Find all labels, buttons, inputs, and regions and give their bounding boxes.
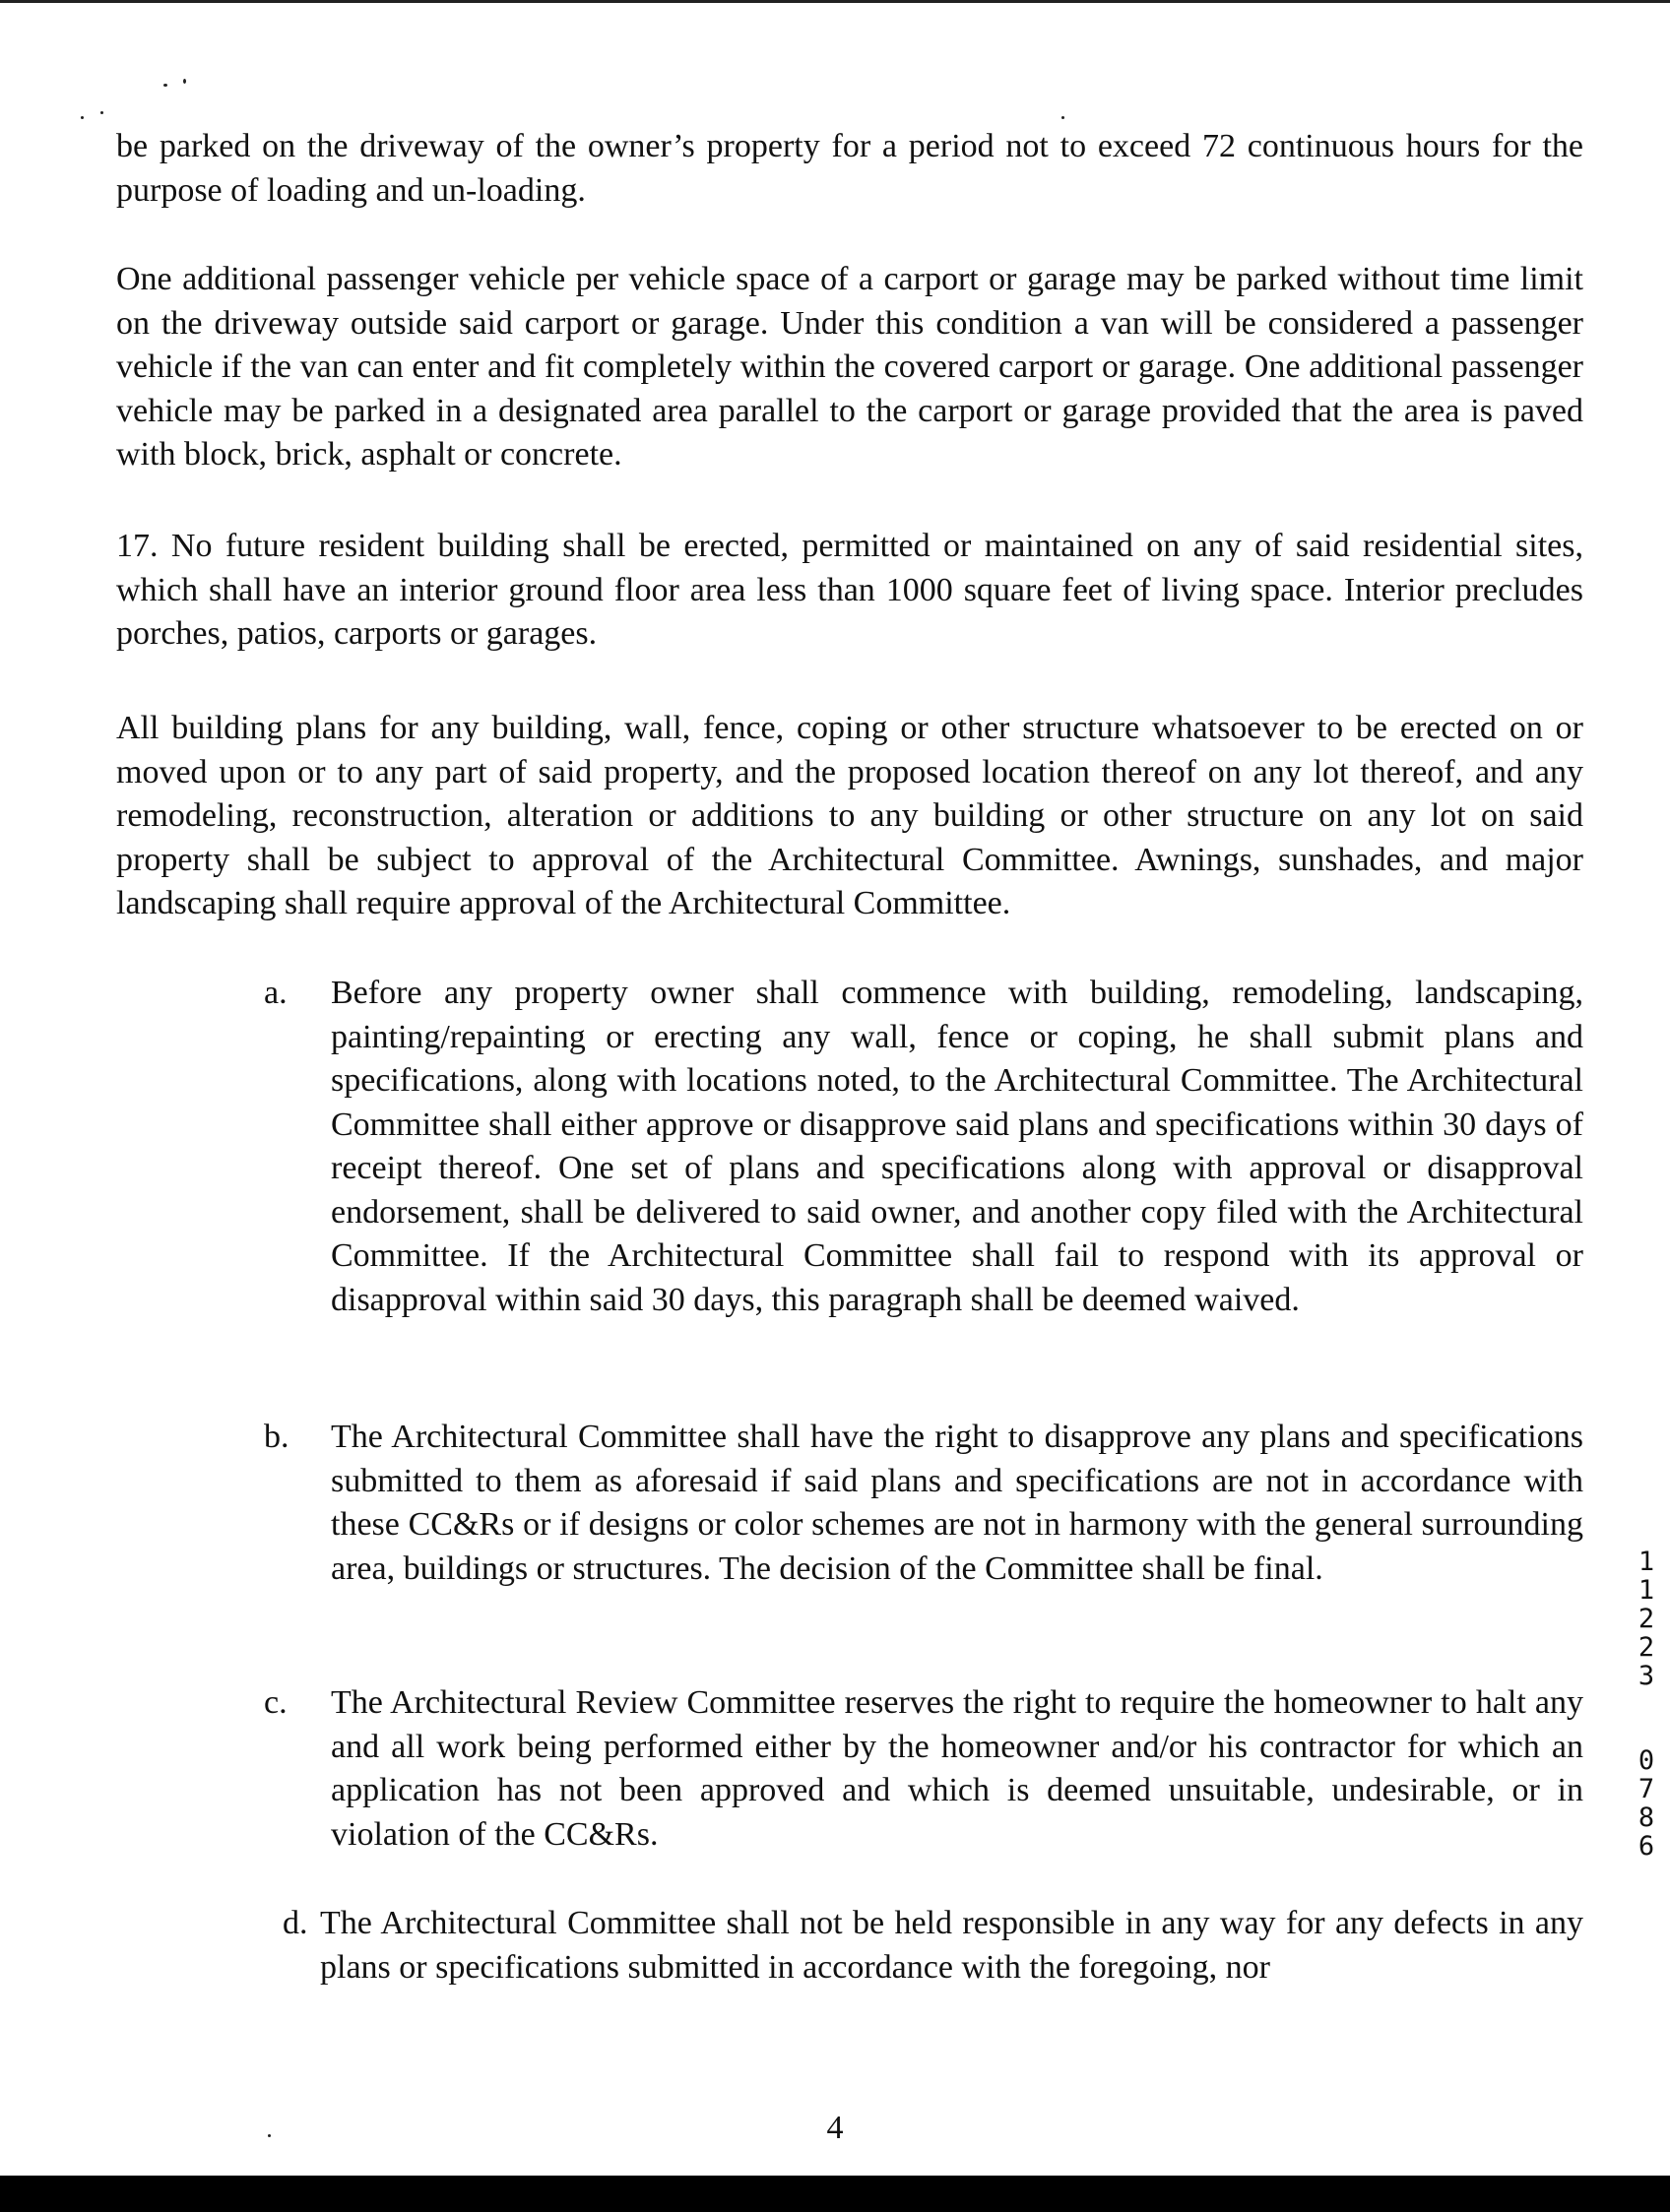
stamp-digit: 6 — [1638, 1831, 1655, 1862]
stamp-digit: 2 — [1638, 1604, 1655, 1634]
paragraph-parking-driveway: be parked on the driveway of the owner’s property for a period not to exceed 72 continuous hours for the purpose of loading and un-loading. — [116, 128, 1583, 209]
stamp-digit: 8 — [1638, 1802, 1655, 1833]
item-d-text: The Architectural Committee shall not be held responsible in any way for any defects in any plans or specifications submitted in accordance with the foregoing, nor — [320, 1905, 1583, 1986]
scan-speck — [268, 2134, 271, 2137]
item-c-text: The Architectural Review Committee reserves the right to require the homeowner to halt any and all work being performed either by the homeowner and/or his contractor for which an application has not been approved and which is deemed unsuitable, undesirable, or in violation of the CC&Rs. — [331, 1684, 1583, 1853]
item-b-text: The Architectural Committee shall have the right to disapprove any plans and specifications submitted to them as aforesaid if said plans and specifications are not in accordance with these CC&Rs or if designs or color schemes are not in harmony with the general surrounding area, buildings or structures. The decision of the Committee shall be final. — [331, 1419, 1583, 1587]
item-b-marker: b. — [264, 1419, 289, 1455]
scan-bottom-edge — [0, 2176, 1670, 2212]
recording-stamp-upper — [1635, 1548, 1658, 1690]
stamp-digit: 7 — [1638, 1774, 1655, 1804]
stamp-digit: 2 — [1638, 1632, 1655, 1663]
scan-speck — [81, 116, 84, 119]
recording-stamp-lower — [1635, 1746, 1658, 1861]
stamp-digit: 3 — [1638, 1661, 1655, 1691]
paragraph-section-17: 17. No future resident building shall be erected, permitted or maintained on any of said residential sites, which shall have an interior ground floor area less than 1000 square feet of living space. Interior precludes porches, patios, carports or garages. — [116, 528, 1583, 652]
item-c-marker: c. — [264, 1684, 288, 1721]
stamp-digit: 1 — [1638, 1547, 1655, 1577]
scan-speck — [100, 111, 103, 114]
paragraph-additional-vehicle: One additional passenger vehicle per vehicle space of a carport or garage may be parked without time limit on the driveway outside said carport or garage. Under this condition a van will be considered a passenger vehicle if the van can enter and fit completely within the covered carport or garage. One additional passenger vehicle may be parked in a designated area parallel to the carport or garage provided that the area is paved with block, brick, asphalt or concrete. — [116, 261, 1583, 473]
scan-speck — [183, 79, 186, 84]
page-number: 4 — [826, 2110, 844, 2146]
stamp-digit: 0 — [1638, 1745, 1655, 1776]
item-a-text: Before any property owner shall commence with building, remodeling, landscaping, painting/repainting or erecting any wall, fence or coping, he shall submit plans and specifications, along with locations noted, to the Architectural Committee. The Architectural Committee shall either approve or disapprove said plans and specifications within 30 days of receipt thereof. One set of plans and specifications along with approval or disapproval endorsement, shall be delivered to said owner, and another copy filed with the Architectural Committee. If the Architectural Committee shall fail to respond with its approval or disapproval within said 30 days, this paragraph shall be deemed waived. — [331, 975, 1583, 1318]
stamp-digit: 1 — [1638, 1575, 1655, 1606]
item-d-marker: d. — [283, 1905, 308, 1941]
paragraph-building-plans: All building plans for any building, wall, fence, coping or other structure whatsoever to be erected on or moved upon or to any part of said property, and the proposed location thereof on any lot thereof, and any remodeling, reconstruction, alteration or additions to any building or other structure on any lot on said property shall be subject to approval of the Architectural Committee. Awnings, sunshades, and major landscaping shall require approval of the Architectural Committee. — [116, 710, 1583, 921]
item-a-marker: a. — [264, 975, 288, 1011]
scan-speck — [163, 84, 167, 87]
scan-speck — [1061, 116, 1064, 119]
